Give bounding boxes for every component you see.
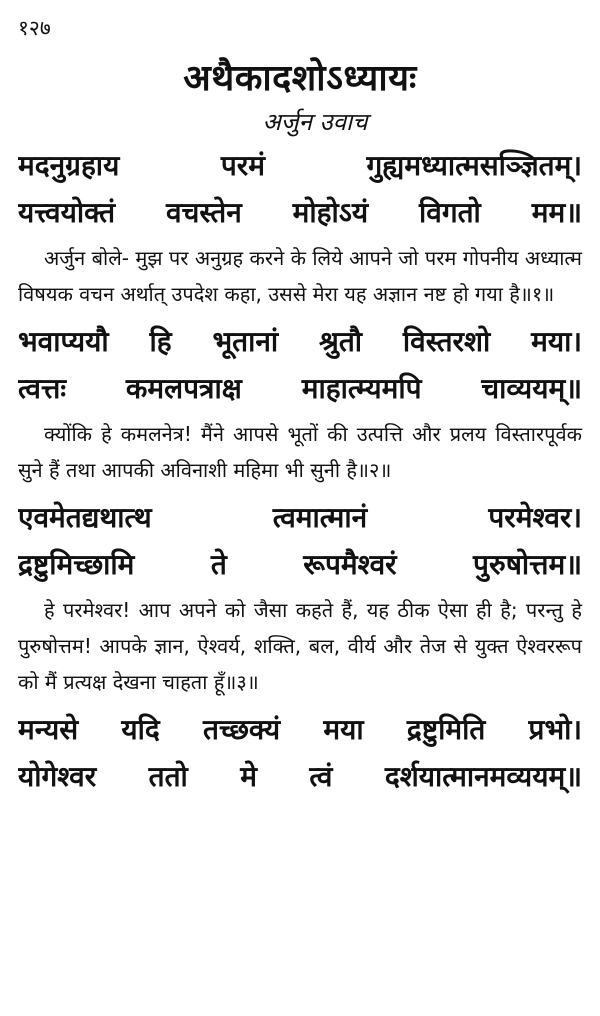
verse-1-line-1: मदनुग्रहाय परमं गुह्यमध्यात्मसञ्ज्ञितम्। bbox=[18, 149, 582, 182]
verse-2-line-1: भवाप्ययौ हि भूतानां श्रुतौ विस्तरशो मया। bbox=[18, 325, 582, 358]
verse-1-line-2: यत्त्वयोक्तं वचस्तेन मोहोऽयं विगतो मम॥ bbox=[18, 196, 582, 229]
verse-2-line-2: त्वत्तः कमलपत्राक्ष माहात्म्यमपि चाव्ययम्॥ bbox=[18, 372, 582, 405]
verse-4-line-2: योगेश्वर ततो मे त्वं दर्शयात्मानमव्ययम्॥ bbox=[18, 760, 582, 793]
verse-3-line-2: द्रष्टुमिच्छामि ते रूपमैश्वरं पुरुषोत्तम॥ bbox=[18, 548, 582, 581]
verse-3-line-1: एवमेतद्यथात्थ त्वमात्मानं परमेश्वर। bbox=[18, 501, 582, 534]
verse-2-translation: क्योंकि हे कमलनेत्र! मैंने आपसे भूतों की उत्पत्ति और प्रलय विस्तारपूर्वक सुने हैं तथा आपकी अविनाशी महिमा भी सुनी है॥२॥ bbox=[18, 422, 582, 482]
speaker-heading: अर्जुन उवाच bbox=[262, 108, 368, 136]
verse-3-translation: हे परमेश्वर! आप अपने को जैसा कहते हैं, यह ठीक ऐसा ही है; परन्तु हे पुरुषोत्तम! आपके ज्ञान, ऐश्वर्य, शक्ति, बल, वीर्य और तेज से युक्त ऐश्वररूप को मैं प्रत्यक्ष देखना चाहता हूँ॥३॥ bbox=[18, 598, 582, 694]
verse-4 bbox=[18, 706, 582, 800]
chapter-title: अथैकादशोऽध्यायः bbox=[183, 58, 417, 99]
page-number: १२७ bbox=[18, 16, 51, 40]
verse-2 bbox=[18, 318, 582, 488]
verse-3 bbox=[18, 494, 582, 700]
verse-4-line-1: मन्यसे यदि तच्छक्यं मया द्रष्टुमिति प्रभो। bbox=[18, 713, 582, 746]
verse-1-translation: अर्जुन बोले- मुझ पर अनुग्रह करने के लिये आपने जो परम गोपनीय अध्यात्म विषयक वचन अर्थात् उपदेश कहा, उससे मेरा यह अज्ञान नष्ट हो गया है॥१॥ bbox=[18, 246, 582, 306]
verse-1 bbox=[18, 142, 582, 312]
